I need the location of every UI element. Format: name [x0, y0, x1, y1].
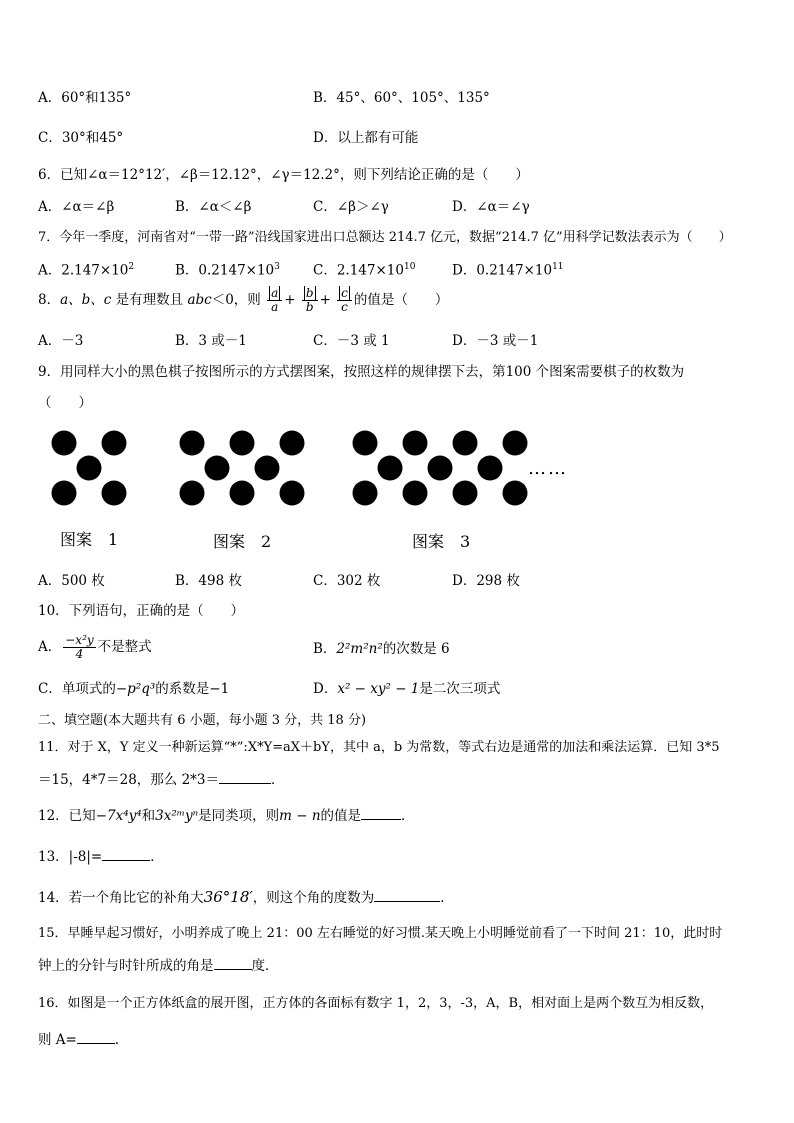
stone — [52, 481, 77, 506]
answer-blank — [219, 771, 271, 784]
q15-line1: 15．早睡早起习惯好，小明养成了晚上 21：00 左右睡觉的好习惯.某天晚上小明睡觉前看了一下时间 21：10，此时时 — [38, 926, 723, 941]
q10-option-b: B．2²m²n²的次数是 6 — [313, 641, 450, 657]
q10-option-d: D．x² − xy² − 1是二次三项式 — [313, 681, 501, 697]
pattern-ellipsis: …… — [528, 458, 568, 479]
q16-line1: 16．如图是一个正方体纸盒的展开图，正方体的各面标有数字 1，2，3，-3，A，B，相对面上是两个数互为相反数， — [38, 996, 714, 1011]
q9-paren: （ ） — [38, 395, 92, 411]
q8-option-d: D．－3 或－1 — [452, 333, 539, 349]
q6-option-b: B．∠α＜∠β — [175, 199, 252, 215]
answer-blank — [214, 957, 252, 970]
q9-stem: 9．用同样大小的黑色棋子按图所示的方式摆图案，按照这样的规律摆下去，第100 个图案需要棋子的枚数为 — [38, 364, 685, 380]
stone — [503, 481, 528, 506]
pattern-label-1: 图案 1 — [60, 530, 119, 549]
q8-option-c: C．－3 或 1 — [313, 333, 390, 349]
stone — [478, 456, 503, 481]
pattern-label-3: 图案 3 — [412, 532, 471, 551]
q8-option-b: B．3 或－1 — [175, 333, 247, 349]
stone — [428, 456, 453, 481]
stone — [280, 481, 305, 506]
pattern-1 — [52, 431, 127, 506]
q8-option-a: A．－3 — [38, 333, 84, 349]
q12: 12．已知−7x⁴y⁴和3x²ᵐyⁿ是同类项，则m − n的值是 ． — [38, 808, 415, 824]
frac-c: $\frac{c}{c}$ — [337, 287, 352, 314]
q5-option-a: A．60°和135° — [38, 90, 132, 106]
frac-a: $\frac{a}{a}$ — [267, 287, 282, 314]
q6-option-d: D．∠α＝∠γ — [452, 199, 530, 215]
q5-option-c: C．30°和45° — [38, 130, 124, 146]
stone — [453, 481, 478, 506]
section-2-heading: 二、填空题(本大题共有 6 小题，每小题 3 分，共 18 分) — [38, 713, 367, 728]
stone — [180, 481, 205, 506]
q10-option-c: C．单项式的−p²q³的系数是−1 — [38, 681, 230, 697]
answer-blank — [361, 807, 401, 820]
q7-option-a: A．$2.147\times 10^2$ — [38, 262, 135, 279]
stone — [102, 481, 127, 506]
frac-b: $\frac{b}{b}$ — [302, 287, 318, 314]
q7-stem: 7．今年一季度，河南省对“一带一路”沿线国家进出口总额达 214.7 亿元，数据“214.7 亿”用科学记数法表示为（ ） — [38, 230, 732, 245]
q15-line2: 钟上的分针与时针所成的角是 度． — [38, 958, 279, 974]
q7-option-d: D．$0.2147\times 10^{11}$ — [452, 262, 564, 279]
answer-blank — [374, 889, 440, 902]
stone — [230, 431, 255, 456]
pattern-2 — [180, 431, 305, 506]
stone — [353, 481, 378, 506]
q8-stem: 8．a、b、c 是有理数且 abc＜0，则 $\frac{a}{a}$ + $\frac{b}{b}$ + $\frac{c}{c}$ 的值是（ ） — [38, 286, 449, 315]
q11-line1: 11．对于 X，Y 定义一种新运算“*”:X*Y=aX＋bY，其中 a，b 为常数，等式右边是通常的加法和乘法运算．已知 3*5 — [38, 740, 720, 755]
q5-option-d: D．以上都有可能 — [313, 130, 419, 146]
stone — [453, 431, 478, 456]
q10-option-a: A． $\frac{\text{−x²y}}{4}$ 不是整式 — [38, 633, 152, 662]
q6-option-c: C．∠β＞∠γ — [313, 199, 389, 215]
stone — [403, 431, 428, 456]
q11-line2: ＝15，4*7＝28，那么 2*3＝ ． — [38, 772, 285, 788]
stone — [403, 481, 428, 506]
stone — [77, 456, 102, 481]
q13: 13．|-8|= ． — [38, 849, 164, 865]
stone — [353, 431, 378, 456]
stone — [503, 431, 528, 456]
stone — [230, 481, 255, 506]
q7-option-b: B．$0.2147\times 10^3$ — [175, 262, 280, 279]
stone — [52, 431, 77, 456]
q9-option-b: B．498 枚 — [175, 573, 242, 589]
stone — [255, 456, 280, 481]
stone — [378, 456, 403, 481]
q16-line2: 则 A= ． — [38, 1032, 129, 1048]
stone — [205, 456, 230, 481]
answer-blank — [102, 848, 150, 861]
stone — [280, 431, 305, 456]
stone — [180, 431, 205, 456]
q6-option-a: A．∠α＝∠β — [38, 199, 115, 215]
q10-a-fraction: $\frac{\text{−x²y}}{4}$ — [65, 633, 94, 662]
pattern-3 — [353, 431, 528, 506]
stone — [102, 431, 127, 456]
q14: 14．若一个角比它的补角大36°18′，则这个角的度数为 ． — [38, 888, 454, 906]
answer-blank — [77, 1031, 115, 1044]
q9-option-c: C．302 枚 — [313, 573, 381, 589]
q10-stem: 10．下列语句，正确的是（ ） — [38, 603, 245, 619]
q9-option-a: A．500 枚 — [38, 573, 105, 589]
q6-stem: 6．已知∠α＝12°12′，∠β＝12.12°，∠γ＝12.2°，则下列结论正确的是（ ） — [38, 167, 529, 183]
q7-option-c: C．$2.147\times 10^{10}$ — [313, 262, 416, 279]
pattern-label-2: 图案 2 — [213, 532, 272, 551]
q5-option-b: B．45°、60°、105°、135° — [313, 90, 490, 106]
q9-option-d: D．298 枚 — [452, 573, 520, 589]
